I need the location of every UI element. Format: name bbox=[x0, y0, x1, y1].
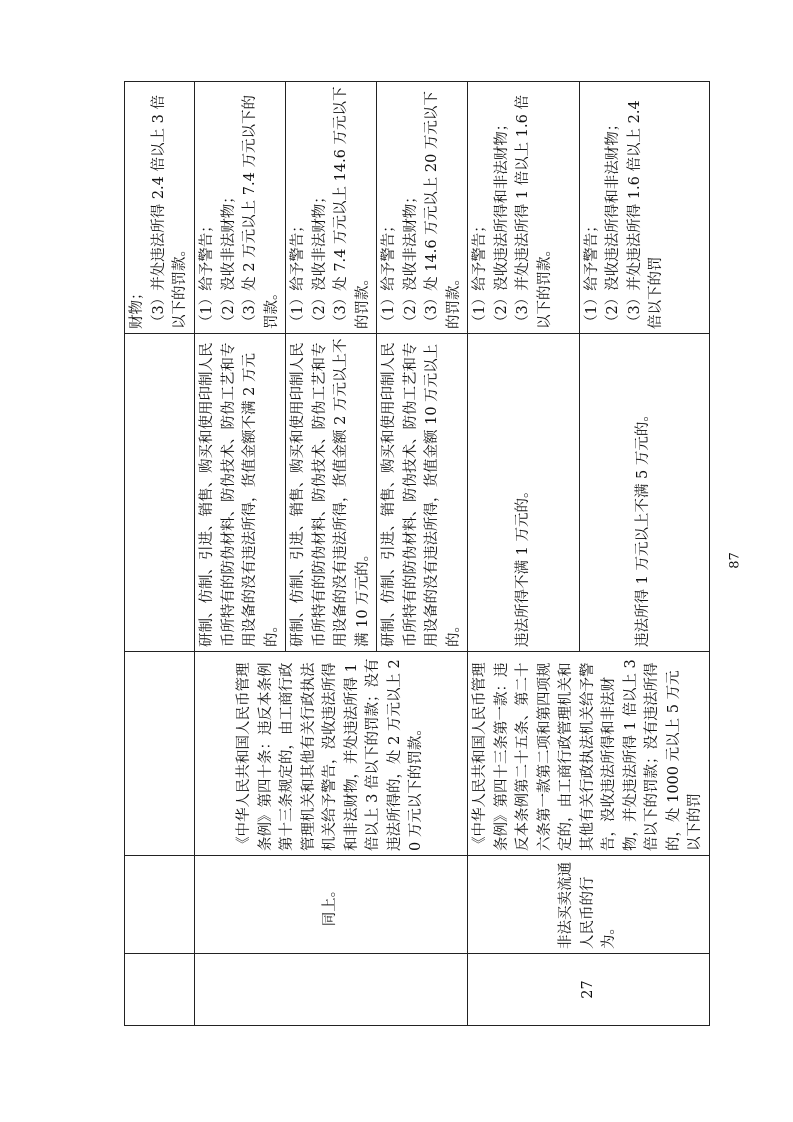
penalty-line: （2）没收非法财物； bbox=[220, 189, 237, 329]
act-cell: 同上。 bbox=[195, 856, 468, 954]
penalty-line: （1）给予警告； bbox=[472, 218, 488, 329]
table-row bbox=[468, 82, 580, 1026]
law-cell: 《中华人民共和国人民币管理条例》第四十条：违反本条例第十三条规定的，由工商行政管理机关和其他有关行政执法机关给予警告，没收违法所得和非法财物，并处违法所得 1 倍以上 3 倍以下的罚款；没有违法所得的，处 2 万元以上 20 万元以下的罚款。 bbox=[195, 652, 468, 856]
condition-cell: 研制、仿制、引进、销售、购买和使用印制人民币所特有的防伪材料、防伪技术、防伪工艺和专用设备的没有违法所得，货值金额不满 2 万元的。 bbox=[195, 334, 286, 652]
act-cell: 非法买卖流通人民币的行为。 bbox=[468, 856, 710, 954]
rotated-penalty-table bbox=[124, 82, 703, 1026]
penalty-cell bbox=[468, 82, 580, 334]
act-cell bbox=[125, 856, 195, 954]
penalty-line: （2）没收违法所得和非法财物； bbox=[605, 116, 622, 329]
penalty-line: （1）给予警告； bbox=[290, 218, 306, 329]
penalty-line: （3）处 14.6 万元以上 20 万元以下的罚款。 bbox=[424, 91, 462, 329]
row-number-cell bbox=[125, 954, 195, 1026]
penalty-line: 财物； bbox=[129, 285, 145, 329]
penalty-line: （2）没收违法所得和非法财物； bbox=[493, 116, 510, 329]
penalty-line: （3）处 2 万元以上 7.4 万元以下的罚款。 bbox=[242, 95, 280, 329]
law-cell bbox=[125, 652, 195, 856]
condition-cell: 违法所得 1 万元以上不满 5 万元的。 bbox=[579, 334, 709, 652]
penalty-cell bbox=[286, 82, 377, 334]
condition-cell: 违法所得不满 1 万元的。 bbox=[468, 334, 580, 652]
penalty-cell bbox=[125, 82, 195, 334]
penalty-line: （1）给予警告； bbox=[199, 218, 215, 329]
condition-cell: 研制、仿制、引进、销售、购买和使用印制人民币所特有的防伪材料、防伪技术、防伪工艺和专用设备的没有违法所得，货值金额 10 万元以上的。 bbox=[377, 334, 468, 652]
penalty-line: （2）没收非法财物； bbox=[311, 189, 328, 329]
penalty-line: （3）并处违法所得 1 倍以上 1.6 倍以下的罚款。 bbox=[515, 95, 553, 329]
table-row bbox=[125, 82, 195, 1026]
row-number-cell bbox=[195, 954, 468, 1026]
penalty-line: （3）并处违法所得 2.4 倍以上 3 倍以下的罚款。 bbox=[150, 95, 188, 329]
table-row bbox=[195, 82, 286, 1026]
row-number-cell: 27 bbox=[468, 954, 710, 1026]
penalty-line: （2）没收非法财物； bbox=[402, 189, 419, 329]
penalty-line: （1）给予警告； bbox=[583, 218, 600, 329]
law-cell: 《中华人民共和国人民币管理条例》第四十三条第一款：违反本条例第二十五条、第二十六条第一款第二项和第四项规定的，由工商行政管理机关和其他有关行政执法机关给予警告，没收违法所得和非法财物，并处违法所得 1 倍以上 3 倍以下的罚款；没有违法所得的，处 1000 元以上 5 万元以下的罚 bbox=[468, 652, 710, 856]
condition-cell: 研制、仿制、引进、销售、购买和使用印制人民币所特有的防伪材料、防伪技术、防伪工艺和专用设备的没有违法所得，货值金额 2 万元以上不满 10 万元的。 bbox=[286, 334, 377, 652]
penalty-cell bbox=[579, 82, 709, 334]
penalty-line: （3）处 7.4 万元以上 14.6 万元以下的罚款。 bbox=[333, 86, 371, 329]
penalty-cell bbox=[377, 82, 468, 334]
penalty-line: （1）给予警告； bbox=[381, 218, 397, 329]
penalty-table bbox=[124, 81, 710, 1026]
page-number: 87 bbox=[727, 552, 743, 569]
penalty-line: （3）并处违法所得 1.6 倍以上 2.4 倍以下的罚 bbox=[626, 100, 665, 329]
penalty-cell bbox=[195, 82, 286, 334]
condition-cell bbox=[125, 334, 195, 652]
